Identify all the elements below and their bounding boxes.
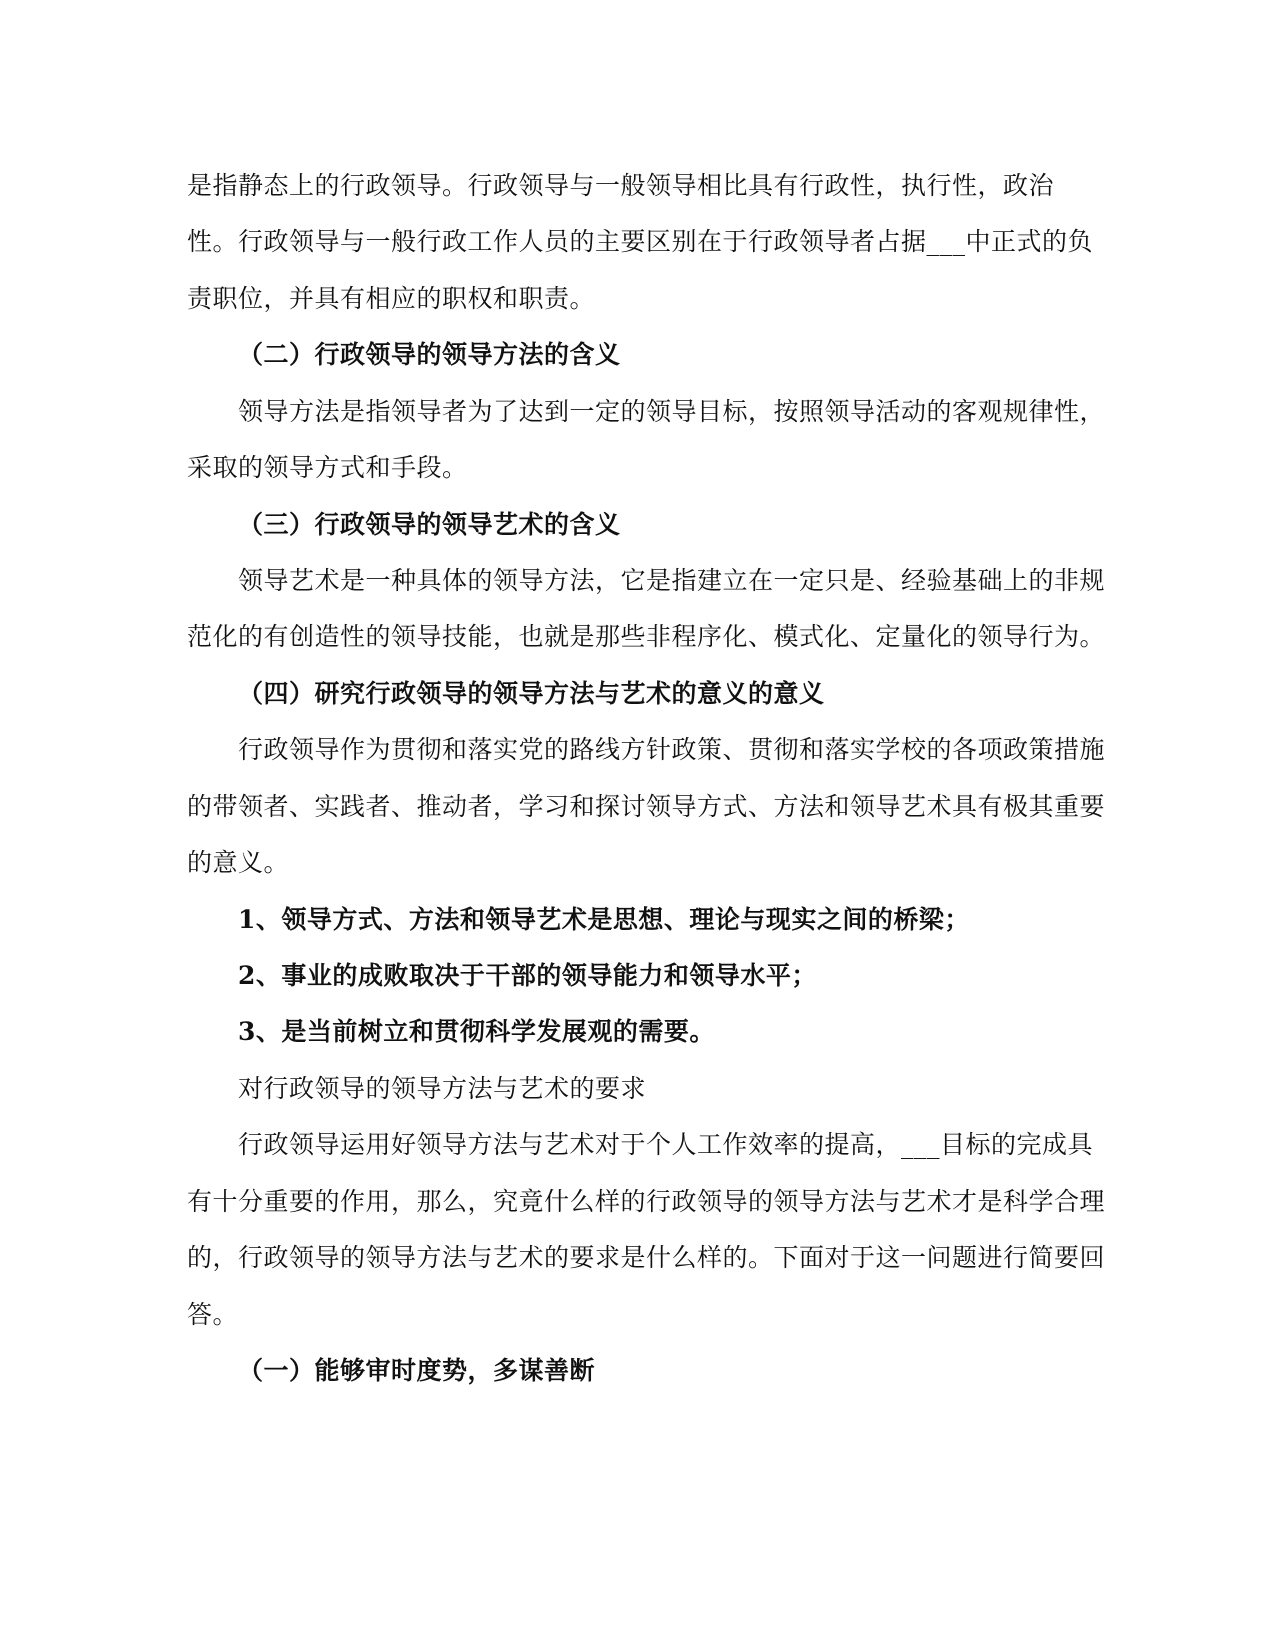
paragraph-line: 范化的有创造性的领导技能，也就是那些非程序化、模式化、定量化的领导行为。 [187, 622, 1106, 651]
numbered-point: 1、领导方式、方法和领导艺术是思想、理论与现实之间的桥梁； [238, 905, 970, 934]
paragraph-line: 领导艺术是一种具体的领导方法，它是指建立在一定只是、经验基础上的非规 [238, 566, 1106, 595]
numbered-point: 3、是当前树立和贯彻科学发展观的需要。 [238, 1017, 715, 1046]
paragraph-line: 的带领者、实践者、推动者，学习和探讨领导方式、方法和领导艺术具有极其重要 [187, 792, 1106, 821]
numbered-point: 2、事业的成败取决于干部的领导能力和领导水平； [238, 961, 817, 990]
paragraph-line: 领导方法是指领导者为了达到一定的领导目标，按照领导活动的客观规律性， [238, 397, 1106, 426]
subheading-plain: 对行政领导的领导方法与艺术的要求 [238, 1074, 647, 1103]
section-heading: （二）行政领导的领导方法的含义 [238, 340, 621, 369]
paragraph-line: 的，行政领导的领导方法与艺术的要求是什么样的。下面对于这一问题进行简要回 [187, 1243, 1106, 1272]
paragraph-line: 采取的领导方式和手段。 [187, 453, 468, 482]
paragraph-line: 答。 [187, 1300, 239, 1329]
paragraph-line: 的意义。 [187, 848, 290, 877]
paragraph-line: 是指静态上的行政领导。行政领导与一般领导相比具有行政性，执行性，政治 [187, 171, 1055, 200]
section-heading: （三）行政领导的领导艺术的含义 [238, 510, 621, 539]
section-heading: （四）研究行政领导的领导方法与艺术的意义的意义 [238, 679, 825, 708]
paragraph-line: 行政领导作为贯彻和落实党的路线方针政策、贯彻和落实学校的各项政策措施 [238, 735, 1106, 764]
paragraph-line: 有十分重要的作用，那么，究竟什么样的行政领导的领导方法与艺术才是科学合理 [187, 1187, 1106, 1216]
paragraph-line: 性。行政领导与一般行政工作人员的主要区别在于行政领导者占据___中正式的负 [187, 227, 1094, 256]
section-heading: （一）能够审时度势，多谋善断 [238, 1356, 596, 1385]
paragraph-line: 责职位，并具有相应的职权和职责。 [187, 284, 596, 313]
paragraph-line: 行政领导运用好领导方法与艺术对于个人工作效率的提高，___目标的完成具 [238, 1130, 1094, 1159]
